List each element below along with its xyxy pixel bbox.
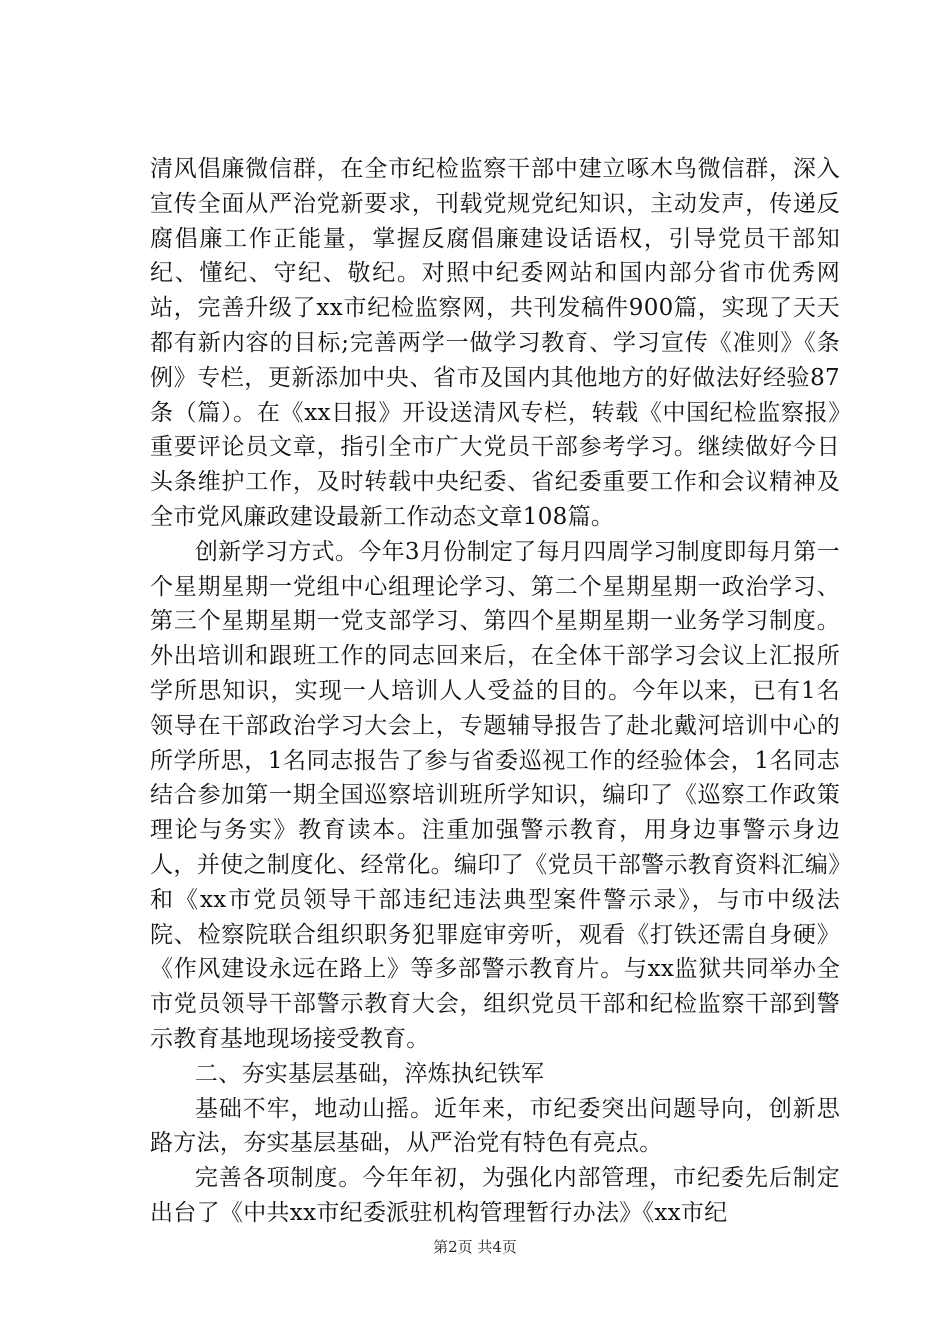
paragraph-systems: 完善各项制度。今年年初，为强化内部管理，市纪委先后制定出台了《中共xx市纪委派驻机构管理暂行办法》《xx市纪 [150,1165,840,1226]
paragraph-wechat-groups: 清风倡廉微信群，在全市纪检监察干部中建立啄木鸟微信群，深入宣传全面从严治党新要求，刊载党规党纪知识，主动发声，传递反腐倡廉工作正能量，掌握反腐倡廉建设话语权，引导党员干部知纪、懂纪、守纪、敬纪。对照中纪委网站和国内部分省市优秀网站，完善升级了xx市纪检监察网，共刊发稿件900篇，实现了天天都有新内容的目标;完善两学一做学习教育、学习宣传《准则》《条例》专栏，更新添加中央、省市及国内其他地方的好做法好经验87条（篇）。在《xx日报》开设送清风专栏，转载《中国纪检监察报》重要评论员文章，指引全市广大党员干部参考学习。继续做好今日头条维护工作，及时转载中央纪委、省纪委重要工作和会议精神及全市党风廉政建设最新工作动态文章108篇。 [150,156,840,530]
document-body [150,152,840,1231]
paragraph-learning-methods: 创新学习方式。今年3月份制定了每月四周学习制度即每月第一个星期星期一党组中心组理论学习、第二个星期星期一政治学习、第三个星期星期一党支部学习、第四个星期星期一业务学习制度。外出培训和跟班工作的同志回来后，在全体干部学习会议上汇报所学所思知识，实现一人培训人人受益的目的。今年以来，已有1名领导在干部政治学习大会上，专题辅导报告了赴北戴河培训中心的所学所思，1名同志报告了参与省委巡视工作的经验体会，1名同志结合参加第一期全国巡察培训班所学知识，编印了《巡察工作政策理论与务实》教育读本。注重加强警示教育，用身边事警示身边人，并使之制度化、经常化。编印了《党员干部警示教育资料汇编》和《xx市党员领导干部违纪违法典型案件警示录》，与市中级法院、检察院联合组织职务犯罪庭审旁听，观看《打铁还需自身硬》《作风建设永远在路上》等多部警示教育片。与xx监狱共同举办全市党员领导干部警示教育大会，组织党员干部和纪检监察干部到警示教育基地现场接受教育。 [150,538,840,1052]
page-footer: 第2页 共4页 [433,1238,517,1256]
paragraph-foundation: 基础不牢，地动山摇。近年来，市纪委突出问题导向，创新思路方法，夯实基层基础，从严治党有特色有亮点。 [150,1095,840,1157]
section-heading: 二、夯实基层基础，淬炼执纪铁军 [194,1060,545,1087]
